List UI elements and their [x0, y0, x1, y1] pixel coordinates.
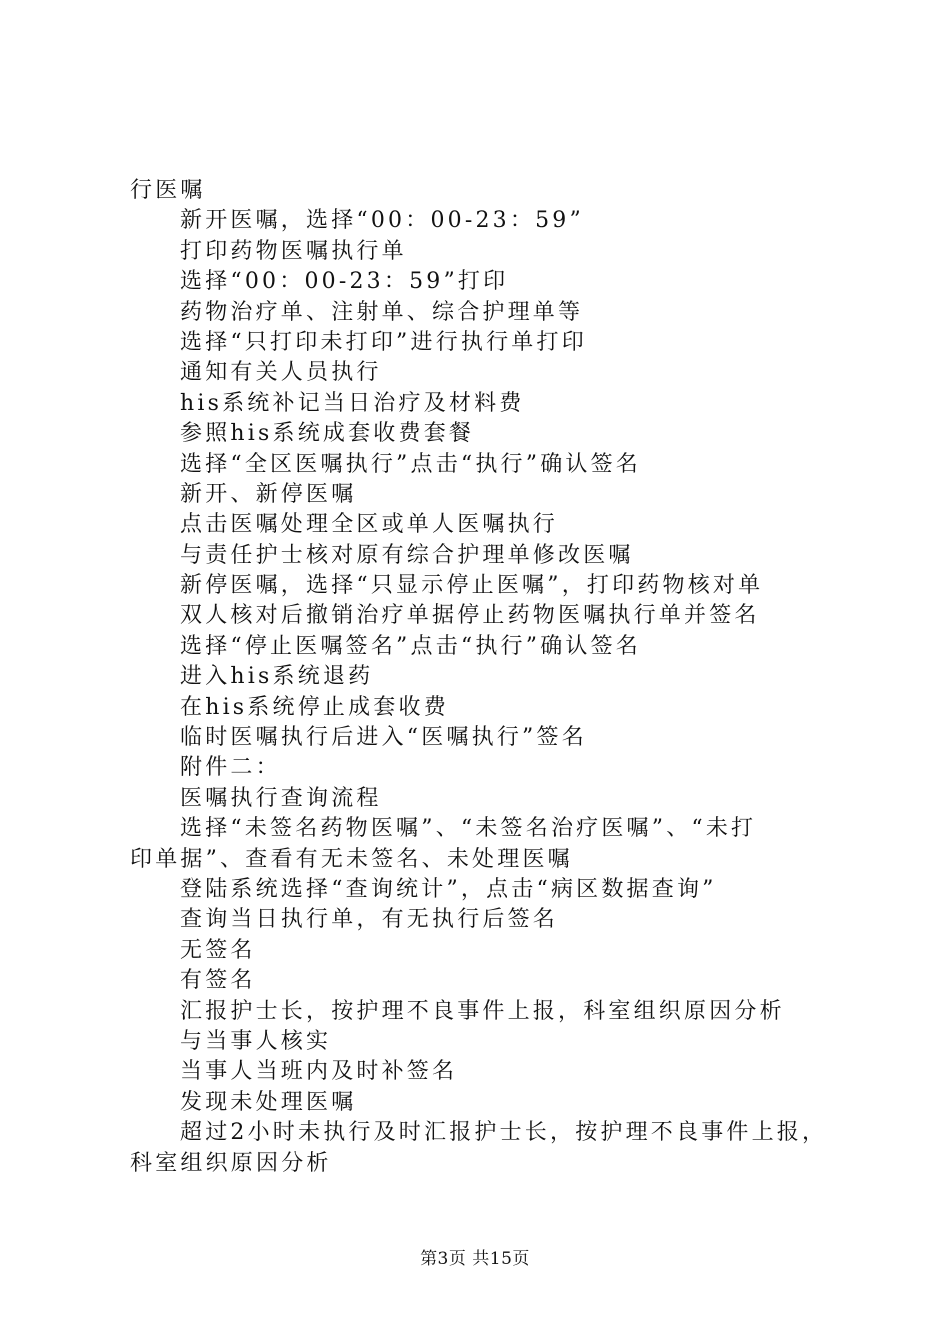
text-line: 药物治疗单、注射单、综合护理单等	[180, 299, 584, 325]
attachment-heading: 附件二：	[180, 755, 281, 781]
text-line: 新开、新停医嘱	[180, 481, 357, 507]
text-line: 选择“只打印未打印”进行执行单打印	[180, 329, 587, 355]
text-line: 点击医嘱处理全区或单人医嘱执行	[180, 512, 559, 538]
page-number: 第3页 共15页	[420, 1249, 530, 1269]
text-line: 参照his系统成套收费套餐	[180, 421, 475, 447]
text-line: his系统补记当日治疗及材料费	[180, 390, 525, 416]
text-line: 选择“未签名药物医嘱”、“未签名治疗医嘱”、“未打	[180, 816, 757, 842]
text-line: 行医嘱	[130, 178, 206, 203]
text-line: 选择“停止医嘱签名”点击“执行”确认签名	[180, 633, 641, 659]
text-line: 通知有关人员执行	[180, 360, 382, 386]
text-line: 汇报护士长，按护理不良事件上报，科室组织原因分析	[180, 998, 785, 1024]
text-line: 新开医嘱，选择“00：00-23：59”	[180, 208, 584, 234]
text-line: 进入his系统退药	[180, 664, 374, 690]
text-line: 临时医嘱执行后进入“医嘱执行”签名	[180, 725, 587, 751]
text-line: 与当事人核实	[180, 1028, 332, 1054]
document-body	[130, 176, 840, 1179]
text-line: 在his系统停止成套收费	[180, 694, 449, 720]
text-line: 超过2小时未执行及时汇报护士长，按护理不良事件上报，	[180, 1120, 828, 1146]
text-line: 当事人当班内及时补签名	[180, 1059, 458, 1085]
text-line: 双人核对后撤销治疗单据停止药物医嘱执行单并签名	[180, 603, 760, 629]
text-line: 科室组织原因分析	[130, 1150, 332, 1176]
text-line: 登陆系统选择“查询统计”，点击“病区数据查询”	[180, 876, 717, 902]
text-line: 查询当日执行单，有无执行后签名	[180, 907, 559, 933]
text-line: 有签名	[180, 968, 256, 994]
text-line: 打印药物医嘱执行单	[180, 238, 407, 264]
text-line: 发现未处理医嘱	[180, 1089, 357, 1115]
text-line: 印单据”、查看有无未签名、未处理医嘱	[130, 846, 573, 872]
text-line: 无签名	[180, 937, 256, 963]
text-line: 选择“全区医嘱执行”点击“执行”确认签名	[180, 451, 641, 477]
text-line: 与责任护士核对原有综合护理单修改医嘱	[180, 542, 634, 568]
text-line: 选择“00：00-23：59”打印	[180, 269, 509, 295]
section-title: 医嘱执行查询流程	[180, 785, 382, 811]
text-line: 新停医嘱，选择“只显示停止医嘱”，打印药物核对单	[180, 573, 764, 599]
